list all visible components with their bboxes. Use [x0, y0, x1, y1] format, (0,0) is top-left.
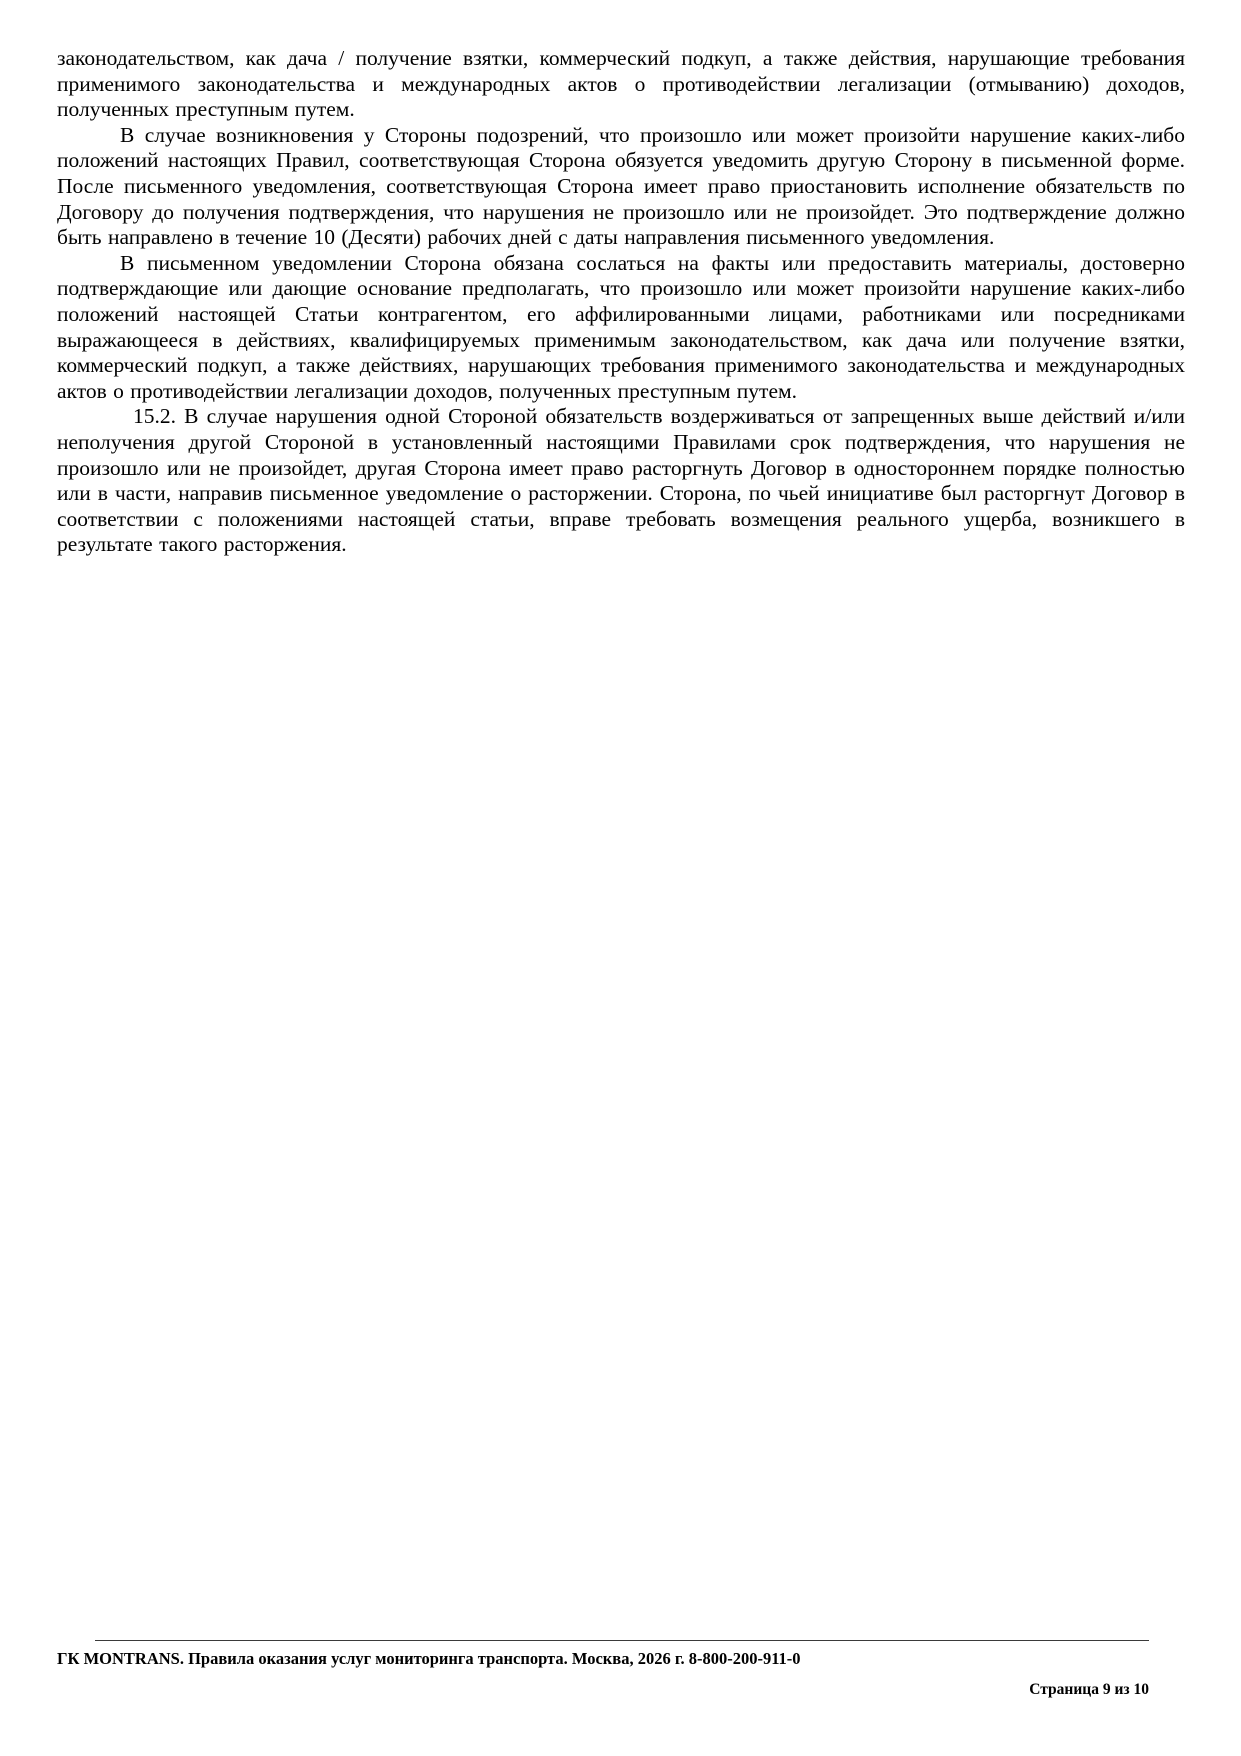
paragraph-written-notice-clause: В письменном уведомлении Сторона обязана сослаться на факты или предоставить материалы, достоверно подтверждающие или дающие основание предполагать, что произошло или может произойти нарушение каких-либо положений настоящей Статьи контрагентом, его аффилированными лицами, работниками или посредниками выражающееся в действиях, квалифицируемых применимым законодательством, как дача или получение взятки, коммерческий подкуп, а также действиях, нарушающих требования применимого законодательства и международных актов о противодействии легализации доходов, полученных преступным путем. — [57, 250, 1185, 403]
paragraph-clause-15-2: 15.2. В случае нарушения одной Стороной обязательств воздерживаться от запрещенных выше действий и/или неполучения другой Стороной в установленный настоящими Правилами срок подтверждения, что нарушения не произошло или не произойдет, другая Сторона имеет право расторгнуть Договор в одностороннем порядке полностью или в части, направив письменное уведомление о расторжении. Сторона, по чьей инициативе был расторгнут Договор в соответствии с положениями настоящей статьи, вправе требовать возмещения реального ущерба, возникшего в результате такого расторжения. — [57, 404, 1185, 557]
paragraph-continuation: законодательством, как дача / получение взятки, коммерческий подкуп, а также действия, нарушающие требования применимого законодательства и международных актов о противодействии легализации (отмыванию) доходов, полученных преступным путем. — [57, 46, 1185, 122]
footer-document-info: ГК MONTRANS. Правила оказания услуг мониторинга транспорта. Москва, 2026 г. 8-800-200-911-0 — [57, 1649, 801, 1668]
page-footer — [57, 1640, 1185, 1699]
page-number: Страница 9 из 10 — [1029, 1681, 1149, 1698]
paragraph-notification-clause: В случае возникновения у Стороны подозрений, что произошло или может произойти нарушение каких-либо положений настоящих Правил, соответствующая Сторона обязуется уведомить другую Сторону в письменной форме. После письменного уведомления, соответствующая Сторона имеет право приостановить исполнение обязательств по Договору до получения подтверждения, что нарушения не произошло или не произойдет. Это подтверждение должно быть направлено в течение 10 (Десяти) рабочих дней с даты направления письменного уведомления. — [57, 122, 1185, 250]
footer-divider — [95, 1640, 1149, 1641]
document-body — [57, 46, 1185, 558]
